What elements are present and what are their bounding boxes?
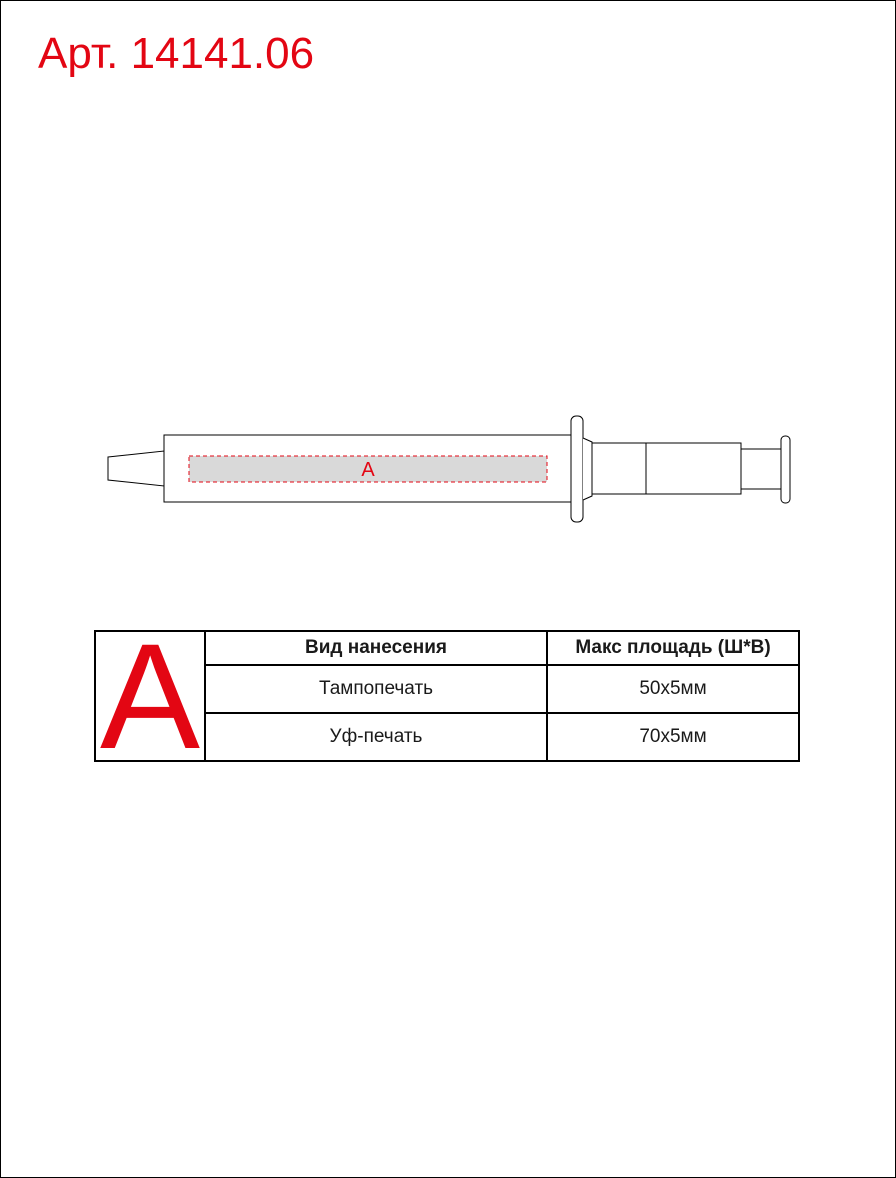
syringe-flange [571, 416, 583, 522]
column-header-area: Макс площадь (Ш*В) [547, 631, 799, 665]
syringe-neck [583, 438, 592, 500]
plunger-rod [741, 449, 781, 489]
zone-cell [95, 612, 205, 780]
plunger-cap [781, 436, 790, 503]
product-drawing [0, 400, 896, 540]
table-header-row [95, 631, 799, 665]
column-header-method: Вид нанесения [205, 631, 547, 665]
method-cell: Тампопечать [205, 665, 547, 713]
area-cell: 70x5мм [547, 713, 799, 761]
method-cell: Уф-печать [205, 713, 547, 761]
print-area-label: A [361, 459, 375, 481]
plunger-sleeve [592, 443, 741, 494]
zone-letter: A [99, 612, 201, 780]
syringe-nozzle [108, 451, 164, 486]
area-cell: 50x5мм [547, 665, 799, 713]
print-specs-table [94, 612, 800, 780]
page-title: Арт. 14141.06 [38, 29, 315, 78]
